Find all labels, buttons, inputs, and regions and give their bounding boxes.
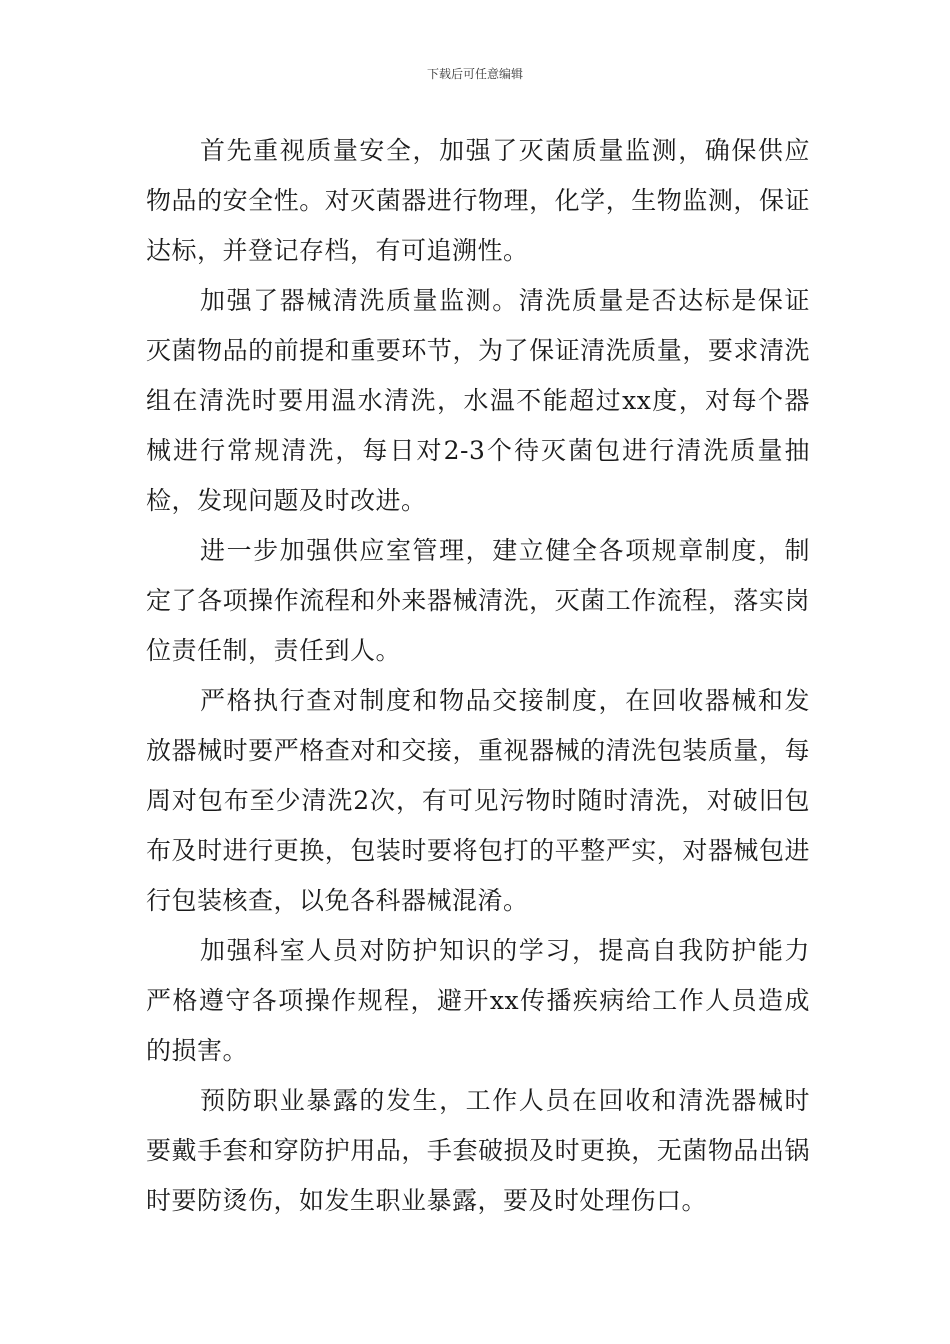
paragraph-management: 进一步加强供应室管理，建立健全各项规章制度，制定了各项操作流程和外来器械清洗，灭菌工作流程，落实岗位责任制，责任到人。 — [146, 536, 810, 665]
page-header: 下载后可任意编辑 — [426, 67, 523, 81]
paragraph-protection: 加强科室人员对防护知识的学习，提高自我防护能力严格遵守各项操作规程，避开xx传播疾病给工作人员造成的损害。 — [146, 936, 810, 1065]
paragraph-cleaning-monitoring: 加强了器械清洗质量监测。清洗质量是否达标是保证灭菌物品的前提和重要环节，为了保证清洗质量，要求清洗组在清洗时要用温水清洗，水温不能超过xx度，对每个器械进行常规清洗，每日对2-3个待灭菌包进行清洗质量抽检，发现问题及时改进。 — [146, 286, 810, 515]
paragraph-handover: 严格执行查对制度和物品交接制度，在回收器械和发放器械时要严格查对和交接，重视器械的清洗包装质量，每周对包布至少清洗2次，有可见污物时随时清洗，对破旧包布及时进行更换，包装时要将包打的平整严实，对器械包进行包装核查，以免各科器械混淆。 — [146, 686, 810, 915]
document-body — [146, 126, 810, 1226]
paragraph-quality-safety: 首先重视质量安全，加强了灭菌质量监测，确保供应物品的安全性。对灭菌器进行物理，化学，生物监测，保证达标，并登记存档，有可追溯性。 — [146, 136, 810, 265]
paragraph-occupational-exposure: 预防职业暴露的发生，工作人员在回收和清洗器械时要戴手套和穿防护用品，手套破损及时更换，无菌物品出锅时要防烫伤，如发生职业暴露，要及时处理伤口。 — [146, 1086, 810, 1215]
